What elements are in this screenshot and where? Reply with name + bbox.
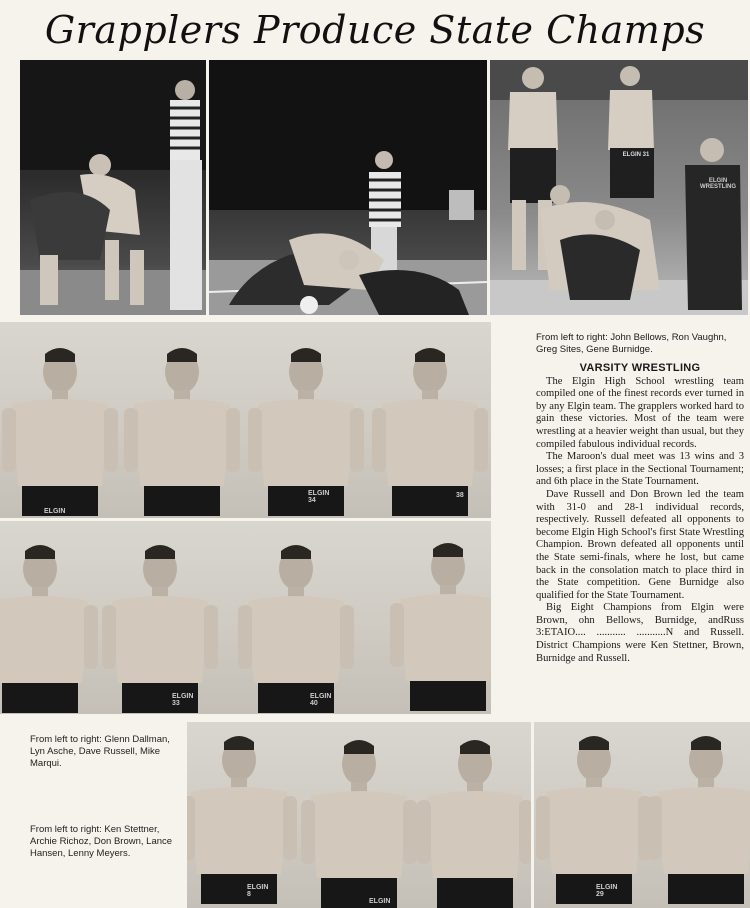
- trunk-label: ELGIN: [369, 898, 391, 905]
- trunk-label: ELGIN 33: [172, 693, 194, 707]
- portrait-row-1: [0, 322, 491, 518]
- trunk-label: ELGIN 31: [622, 152, 650, 158]
- portrait-row-2: [0, 521, 491, 714]
- trunk-label: 38: [456, 492, 464, 499]
- trunk-label: ELGIN 8: [247, 884, 269, 898]
- article-paragraph: Dave Russell and Don Brown led the team with 31-0 and 28-1 individual records, respectively. Russell defeated all opponents to become Elgin High School's first State Wrestling Champion. Brown defeated all opponents until the State semi-finals, where he lost, but came back in the consolation match to place third in the State competition. Gene Burnidge also qualified for the State Tournament.: [536, 488, 744, 601]
- action-photo-1: [20, 60, 206, 315]
- article-paragraph: The Maroon's dual meet was 13 wins and 3 losses; a first place in the Sectional Tournament; and 6th place in the State Tournament.: [536, 451, 744, 488]
- trunk-label: ELGIN 40: [310, 693, 332, 707]
- portrait-row-3-right: [534, 722, 750, 908]
- trunk-label: ELGIN: [44, 508, 66, 515]
- trunk-label: ELGIN 34: [308, 490, 330, 504]
- article-column: [536, 332, 744, 665]
- trunk-label: ELGIN 29: [596, 884, 618, 898]
- action-photo-2: [209, 60, 487, 315]
- sweater-label: ELGIN WRESTLING: [700, 178, 736, 190]
- action-photo-3: [490, 60, 748, 315]
- article-paragraph: Big Eight Champions from Elgin were Brown, ohn Bellows, Burnidge, andRuss 3:ETAIO.... ........... ...........N and Russell. District Champions were Ken Stettner, Brown, Burnidge and Russell.: [536, 602, 744, 664]
- caption-middle-row: From left to right: Glenn Dallman, Lyn Asche, Dave Russell, Mike Marqui.: [30, 734, 170, 769]
- caption-bottom-row: From left to right: Ken Stettner, Archie Richoz, Don Brown, Lance Hansen, Lenny Meyers.: [30, 824, 173, 859]
- page-title: Grapplers Produce State Champs: [44, 8, 706, 52]
- article-heading: VARSITY WRESTLING: [579, 362, 701, 374]
- caption-top-right: From left to right: John Bellows, Ron Vaughn, Greg Sites, Gene Burnidge.: [536, 332, 727, 355]
- portrait-row-3-left: [187, 722, 531, 908]
- article-paragraph: The Elgin High School wrestling team compiled one of the finest records ever turned in by any Elgin team. The grapplers worked hard to gain these victories. Most of the team were wrestling at a heavier weight than usual, but they compiled fabulous individual records.: [536, 375, 744, 450]
